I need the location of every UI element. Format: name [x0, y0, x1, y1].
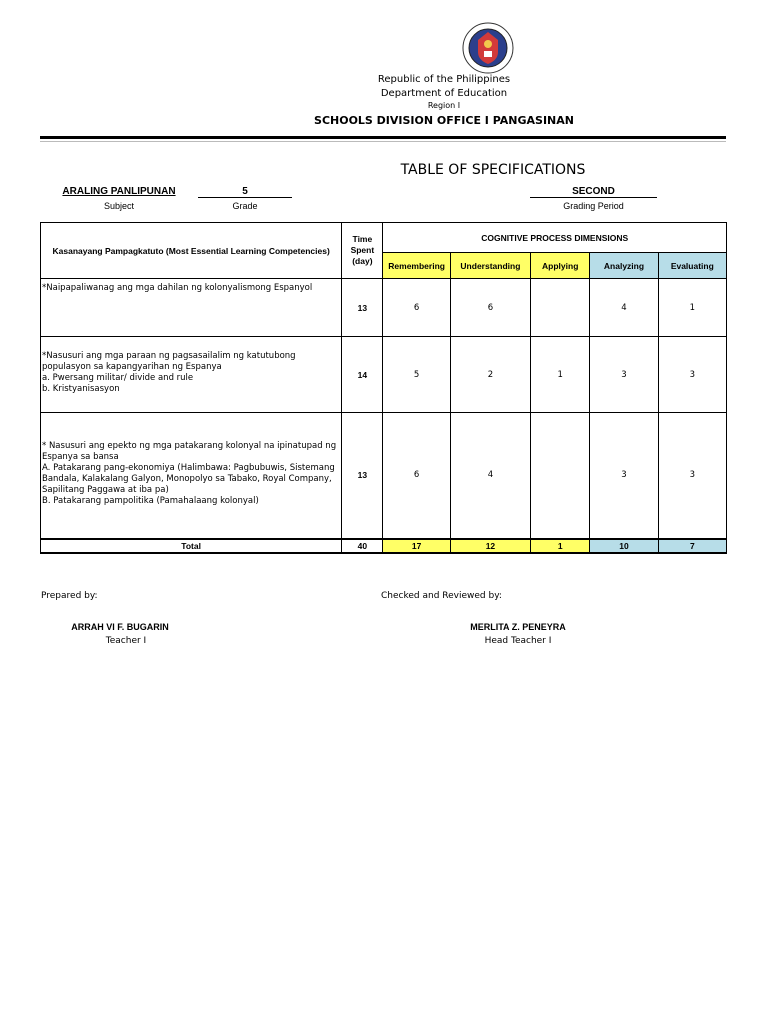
total-remembering: 17 [383, 539, 450, 553]
competency-line: a. Pwersang militar/ divide and rule [42, 373, 194, 383]
specifications-table [40, 222, 727, 554]
total-days: 40 [342, 539, 383, 553]
total-applying: 1 [531, 539, 590, 553]
grade-value: 5 [198, 186, 292, 198]
level-applying: Applying [531, 253, 590, 279]
time-cell: 13 [342, 279, 383, 337]
checked-by-name: MERLITA Z. PENEYRA [470, 622, 566, 632]
total-analyzing: 10 [590, 539, 658, 553]
col-header-time: Time Spent (day) [342, 223, 383, 279]
level-analyzing: Analyzing [590, 253, 658, 279]
subject-label: Subject [103, 201, 135, 211]
value-remembering: 6 [383, 413, 450, 539]
total-understanding: 12 [450, 539, 530, 553]
value-applying [531, 279, 590, 337]
value-understanding: 4 [450, 413, 530, 539]
checked-by-label: Checked and Reviewed by: [381, 591, 502, 601]
period-label: Grading Period [563, 201, 624, 211]
time-cell: 13 [342, 413, 383, 539]
header-department: Department of Education [380, 88, 508, 99]
competency-cell [41, 337, 342, 413]
value-understanding: 6 [450, 279, 530, 337]
prepared-by-name: ARRAH VI F. BUGARIN [71, 622, 169, 632]
competency-cell [41, 413, 342, 539]
grade-label: Grade [232, 201, 258, 211]
competency-line: b. Kristyanisasyon [42, 384, 120, 394]
value-understanding: 2 [450, 337, 530, 413]
col-header-dimensions: COGNITIVE PROCESS DIMENSIONS [383, 223, 727, 253]
table-row [41, 413, 727, 539]
value-applying: 1 [531, 337, 590, 413]
value-evaluating: 3 [658, 337, 726, 413]
competency-cell [41, 279, 342, 337]
competency-line: *Naipapaliwanag ang mga dahilan ng kolonyalismong Espanyol [42, 283, 313, 293]
value-evaluating: 1 [658, 279, 726, 337]
level-evaluating: Evaluating [658, 253, 726, 279]
total-evaluating: 7 [658, 539, 726, 553]
value-remembering: 6 [383, 279, 450, 337]
header-region: Region I [427, 101, 461, 110]
header-divider [40, 136, 726, 139]
value-analyzing: 3 [590, 337, 658, 413]
time-cell: 14 [342, 337, 383, 413]
col-header-competency: Kasanayang Pampagkatuto (Most Essential Learning Competencies) [41, 223, 342, 279]
value-analyzing: 4 [590, 279, 658, 337]
subject-value: ARALING PANLIPUNAN [62, 186, 176, 197]
competency-line: B. Patakarang pampolitika (Pamahalaang kolonyal) [42, 496, 259, 506]
header-office: SCHOOLS DIVISION OFFICE I PANGASINAN [314, 114, 574, 127]
competency-line: A. Patakarang pang-ekonomiya (Halimbawa: Pagbubuwis, Sistemang Bandala, Kalakalang Galyon, Monopolyo sa Tabako, Royal Company, Sapilitang Paggawa at iba pa) [42, 463, 335, 495]
period-value: SECOND [530, 186, 657, 198]
table-row [41, 279, 727, 337]
header-divider-thin [40, 141, 726, 142]
value-applying [531, 413, 590, 539]
value-evaluating: 3 [658, 413, 726, 539]
header-republic: Republic of the Philippines [377, 74, 511, 85]
document-title: TABLE OF SPECIFICATIONS [400, 162, 586, 178]
competency-line: * Nasusuri ang epekto ng mga patakarang kolonyal na ipinatupad ng Espanya sa bansa [42, 441, 337, 462]
level-understanding: Understanding [450, 253, 530, 279]
total-row [41, 539, 727, 553]
checked-by-title: Head Teacher I [484, 636, 552, 646]
total-label: Total [41, 539, 342, 553]
prepared-by-title: Teacher I [105, 636, 147, 646]
competency-line: *Nasusuri ang mga paraan ng pagsasailalim ng katutubong populasyon sa kapangyarihan ng Espanya [42, 351, 296, 372]
value-analyzing: 3 [590, 413, 658, 539]
prepared-by-label: Prepared by: [41, 591, 98, 601]
level-remembering: Remembering [383, 253, 450, 279]
value-remembering: 5 [383, 337, 450, 413]
table-row [41, 337, 727, 413]
deped-seal-logo [462, 22, 514, 74]
